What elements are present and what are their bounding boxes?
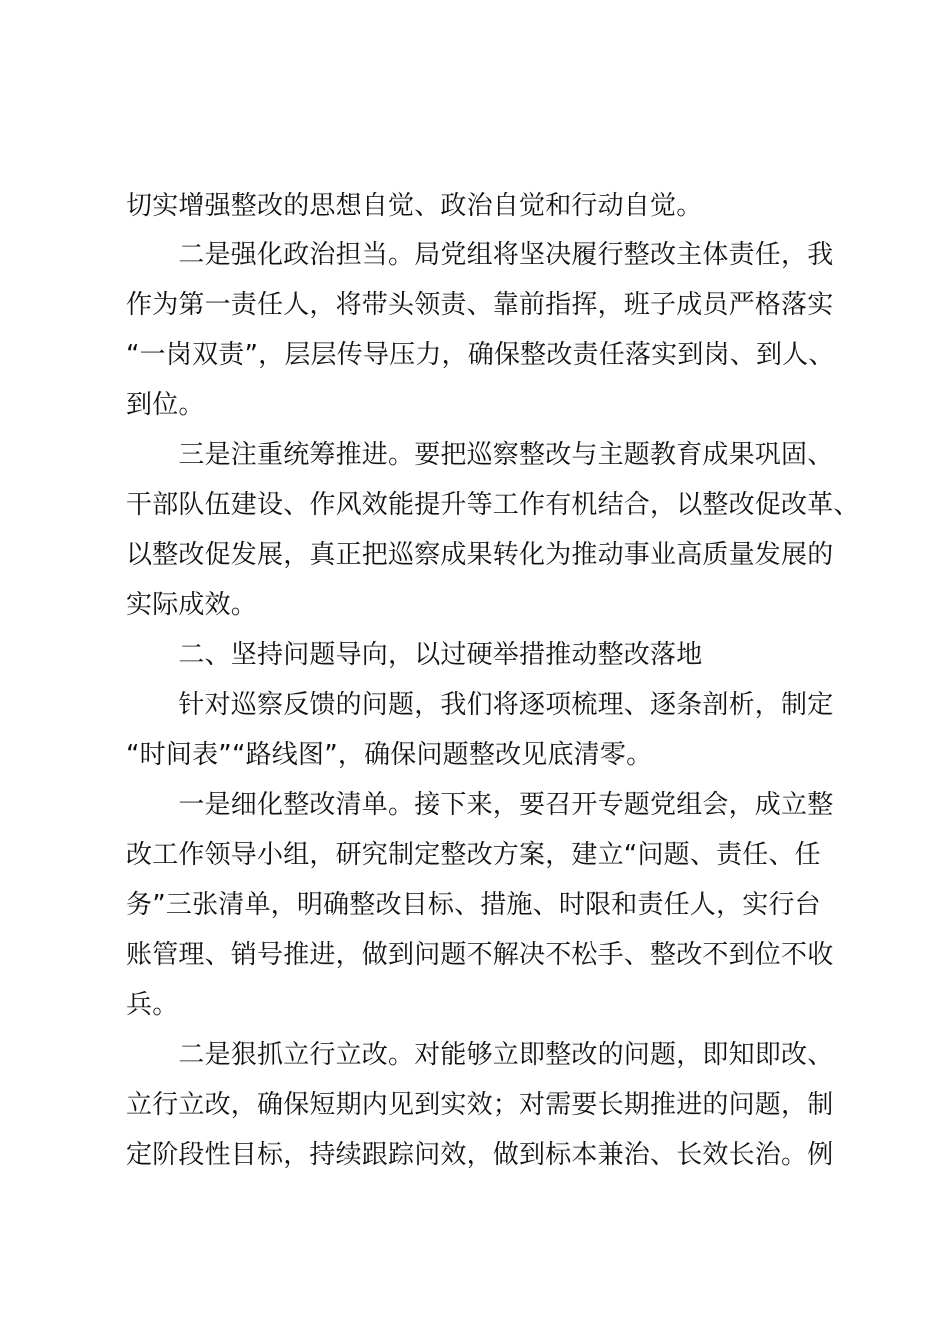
text-line-4: “一岗双责”，层层传导压力，确保整改责任落实到岗、到人、 bbox=[126, 340, 835, 370]
text-line-15: 务”三张清单，明确整改目标、措施、时限和责任人，实行台 bbox=[126, 890, 821, 920]
text-line-14: 改工作领导小组，研究制定整改方案，建立“问题、责任、任 bbox=[126, 840, 821, 870]
text-line-20: 定阶段性目标，持续跟踪问效，做到标本兼治、长效长治。例 bbox=[126, 1140, 834, 1170]
section-heading: 二、坚持问题导向，以过硬举措推动整改落地 bbox=[126, 640, 703, 670]
text-line-16: 账管理、销号推进，做到问题不解决不松手、整改不到位不收 bbox=[126, 940, 834, 970]
text-line-3: 作为第一责任人，将带头领责、靠前指挥，班子成员严格落实 bbox=[126, 290, 834, 320]
text-line-1: 切实增强整改的思想自觉、政治自觉和行动自觉。 bbox=[126, 191, 703, 221]
text-line-17: 兵。 bbox=[126, 990, 179, 1020]
text-line-7: 干部队伍建设、作风效能提升等工作有机结合，以整改促改革、 bbox=[126, 490, 860, 520]
text-line-8: 以整改促发展，真正把巡察成果转化为推动事业高质量发展的 bbox=[126, 540, 834, 570]
text-line-9: 实际成效。 bbox=[126, 590, 258, 620]
text-line-13: 一是细化整改清单。接下来，要召开专题党组会，成立整 bbox=[126, 790, 834, 820]
text-line-18: 二是狠抓立行立改。对能够立即整改的问题，即知即改、 bbox=[126, 1040, 834, 1070]
text-line-5: 到位。 bbox=[126, 390, 205, 420]
text-line-19: 立行立改，确保短期内见到实效；对需要长期推进的问题，制 bbox=[126, 1090, 834, 1120]
text-line-12: “时间表”“路线图”，确保问题整改见底清零。 bbox=[126, 740, 653, 770]
text-line-6: 三是注重统筹推进。要把巡察整改与主题教育成果巩固、 bbox=[126, 440, 834, 470]
text-line-2: 二是强化政治担当。局党组将坚决履行整改主体责任，我 bbox=[126, 240, 834, 270]
text-line-11: 针对巡察反馈的问题，我们将逐项梳理、逐条剖析，制定 bbox=[126, 690, 834, 720]
